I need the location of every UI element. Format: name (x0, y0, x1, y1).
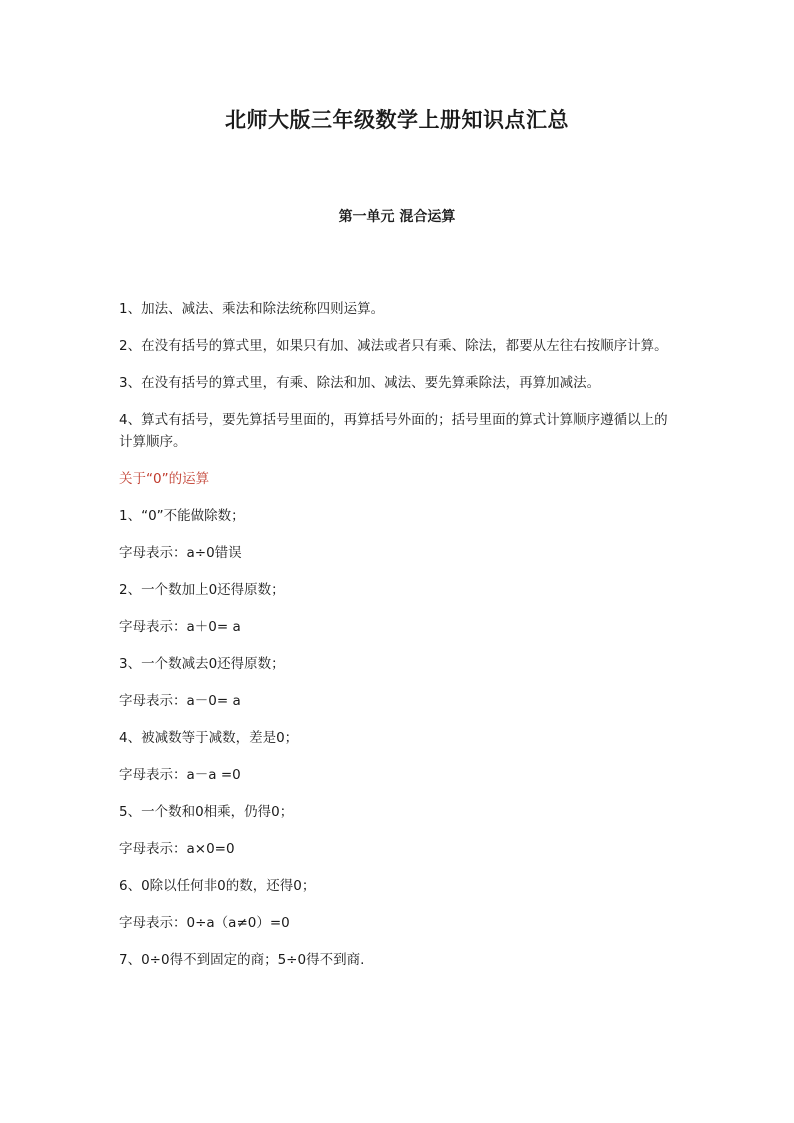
zero-rule-4: 4、被减数等于减数，差是0； (119, 730, 299, 746)
document-title: 北师大版三年级数学上册知识点汇总 (225, 107, 569, 132)
rule-paragraph-2: 2、在没有括号的算式里，如果只有加、减法或者只有乘、除法，都要从左往右按顺序计算。 (119, 338, 668, 354)
document-body (119, 298, 679, 986)
zero-formula-3: 字母表示：a－0= a (119, 693, 241, 709)
rule-paragraph-4: 4、算式有括号，要先算括号里面的，再算括号外面的；括号里面的算式计算顺序遵循以上的计算顺序。 (119, 412, 668, 450)
rule-paragraph-1: 1、加法、减法、乘法和除法统称四则运算。 (119, 301, 385, 317)
rule-paragraph-3: 3、在没有括号的算式里，有乘、除法和加、减法、要先算乘除法，再算加减法。 (119, 375, 601, 391)
zero-rule-3: 3、一个数减去0还得原数； (119, 656, 285, 672)
zero-rule-7: 7、0÷0得不到固定的商；5÷0得不到商. (119, 952, 365, 968)
zero-section-heading: 关于“0”的运算 (119, 471, 210, 487)
unit-title: 第一单元 混合运算 (338, 209, 456, 225)
zero-formula-2: 字母表示：a＋0= a (119, 619, 241, 635)
zero-formula-6: 字母表示：0÷a（a≠0）=0 (119, 915, 290, 931)
zero-rule-5: 5、一个数和0相乘，仍得0； (119, 804, 294, 820)
zero-rule-6: 6、0除以任何非0的数，还得0； (119, 878, 316, 894)
zero-formula-1: 字母表示：a÷0错误 (119, 545, 242, 561)
zero-rule-1: 1、“0”不能做除数； (119, 508, 245, 524)
zero-rule-2: 2、一个数加上0还得原数； (119, 582, 285, 598)
zero-formula-5: 字母表示：a×0=0 (119, 841, 235, 857)
zero-formula-4: 字母表示：a－a =0 (119, 767, 241, 783)
